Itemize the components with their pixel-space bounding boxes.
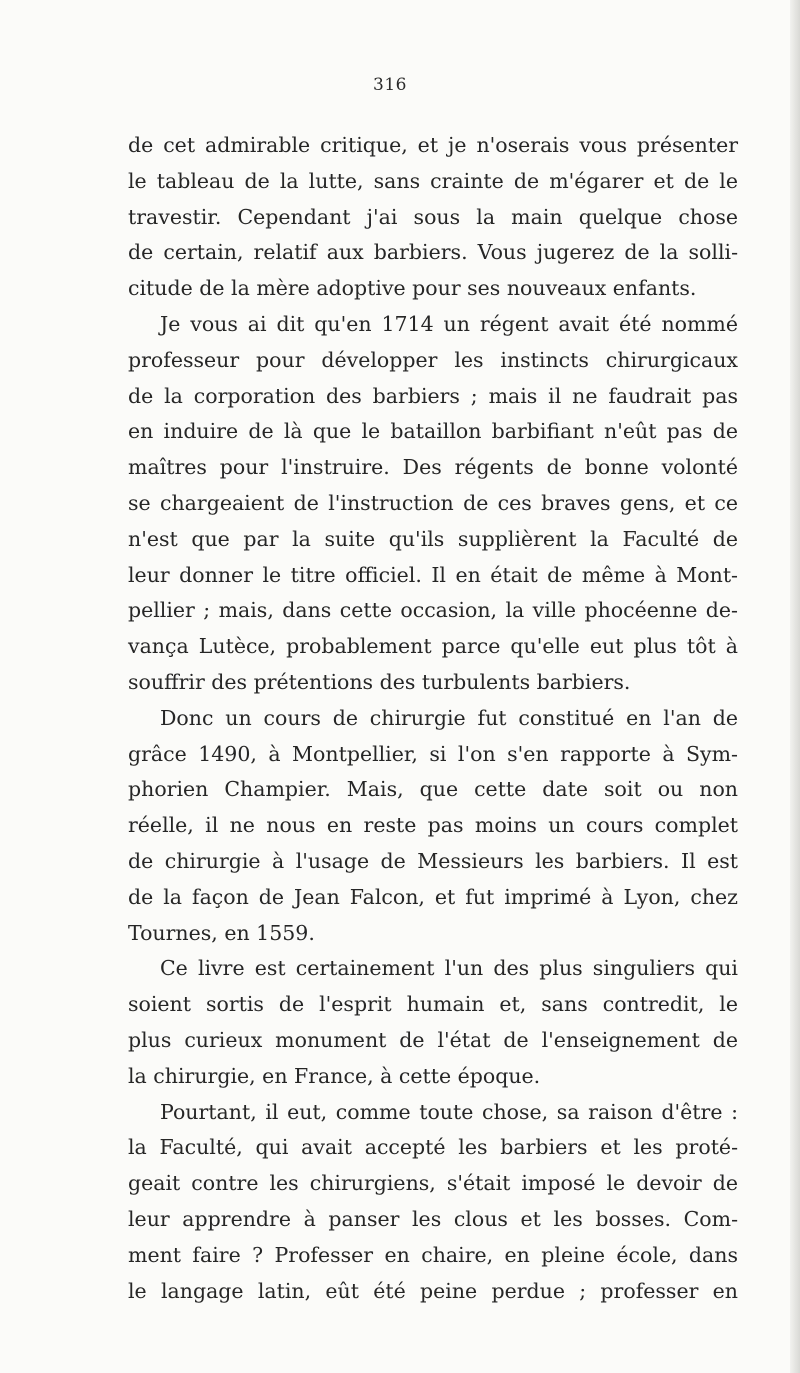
page-edge-shadow — [790, 0, 800, 1373]
text-line: Ce livre est certainement l'un des plus singuliers qui — [160, 956, 738, 981]
text-line: geait contre les chirurgiens, s'était imposé le devoir de — [128, 1171, 738, 1196]
text-line: phorien Champier. Mais, que cette date soit ou non — [128, 777, 738, 802]
text-line: professeur pour développer les instincts chirurgicaux — [128, 347, 738, 372]
text-line: vança Lutèce, probablement parce qu'elle eut plus tôt à — [128, 634, 738, 659]
text-line: réelle, il ne nous en reste pas moins un cours complet — [128, 813, 738, 838]
text-line: citude de la mère adoptive pour ses nouveaux enfants. — [128, 276, 697, 301]
text-line: en induire de là que le bataillon barbifiant n'eût pas de — [128, 419, 738, 444]
text-line: n'est que par la suite qu'ils supplièrent la Faculté de — [128, 526, 738, 551]
text-line: grâce 1490, à Montpellier, si l'on s'en rapporte à Sym- — [128, 741, 738, 766]
text-line: soient sortis de l'esprit humain et, sans contredit, le — [128, 992, 738, 1017]
text-line: maîtres pour l'instruire. Des régents de bonne volonté — [128, 455, 738, 480]
text-line: souffrir des prétentions des turbulents barbiers. — [128, 669, 631, 694]
page-number: 316 — [373, 75, 407, 95]
text-line: Tournes, en 1559. — [128, 920, 315, 945]
text-line: Donc un cours de chirurgie fut constitué en l'an de — [160, 705, 738, 730]
text-line: de chirurgie à l'usage de Messieurs les barbiers. Il est — [128, 848, 738, 873]
text-line: de cet admirable critique, et je n'oserais vous présenter — [128, 133, 738, 157]
text-line: le langage latin, eût été peine perdue ; professer en — [128, 1278, 738, 1303]
text-line: pellier ; mais, dans cette occasion, la ville phocéenne de- — [128, 598, 738, 623]
text-line: de la corporation des barbiers ; mais il ne faudrait pas — [128, 383, 738, 408]
text-line: le tableau de la lutte, sans crainte de m'égarer et de le — [128, 168, 738, 193]
text-line: leur donner le titre officiel. Il en était de même à Mont- — [128, 562, 738, 587]
body-text — [128, 128, 738, 1309]
text-line: la chirurgie, en France, à cette époque. — [128, 1063, 541, 1088]
text-line: de certain, relatif aux barbiers. Vous jugerez de la solli- — [128, 240, 738, 265]
text-line: la Faculté, qui avait accepté les barbiers et les proté- — [128, 1135, 738, 1160]
text-line: ment faire ? Professer en chaire, en pleine école, dans — [128, 1242, 738, 1267]
text-line: de la façon de Jean Falcon, et fut imprimé à Lyon, chez — [128, 884, 738, 909]
text-line: se chargeaient de l'instruction de ces braves gens, et ce — [128, 490, 738, 515]
text-line: plus curieux monument de l'état de l'enseignement de — [128, 1027, 738, 1052]
text-line: leur apprendre à panser les clous et les bosses. Com- — [128, 1206, 738, 1231]
text-line: Je vous ai dit qu'en 1714 un régent avait été nommé — [160, 311, 738, 336]
text-line: travestir. Cependant j'ai sous la main quelque chose — [128, 204, 738, 229]
text-line: Pourtant, il eut, comme toute chose, sa raison d'être : — [160, 1099, 738, 1124]
